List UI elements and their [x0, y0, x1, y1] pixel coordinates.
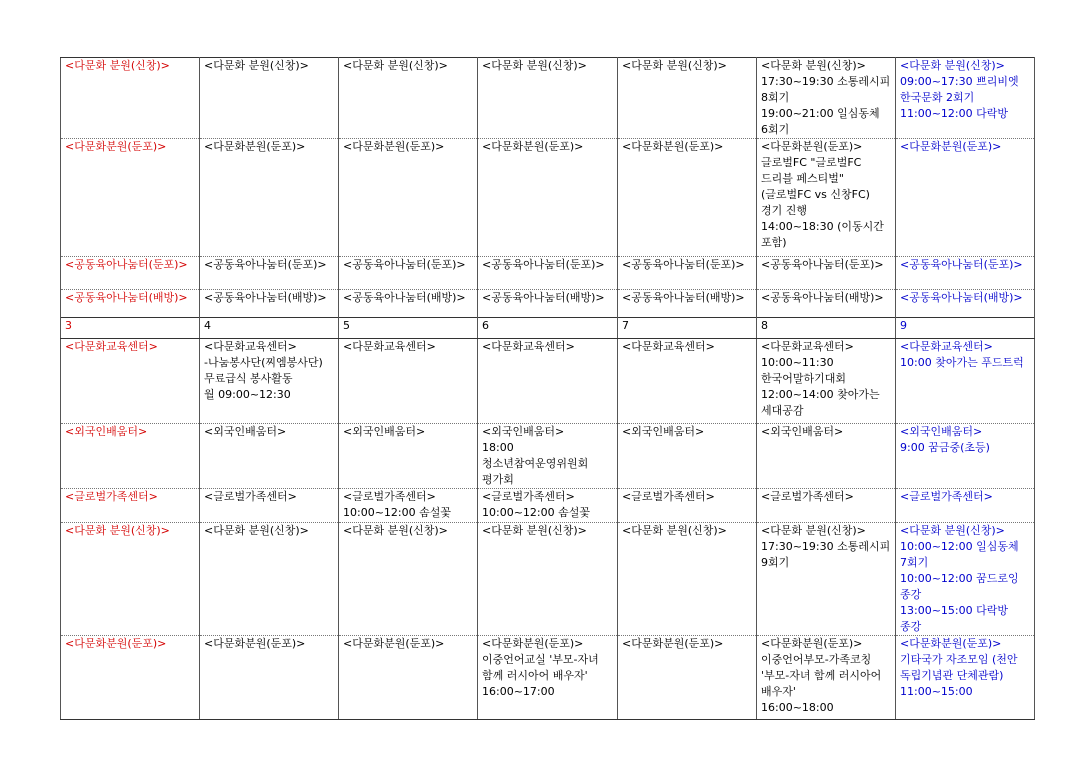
- schedule-cell: <다문화 분원(신창)> 17:30~19:30 소통레시피 8회기 19:00~21:00 일심동체 6회기: [757, 58, 896, 139]
- schedule-cell: <외국인배움터>: [200, 424, 339, 489]
- schedule-cell: <다문화분원(둔포)>: [61, 139, 200, 257]
- schedule-cell: <공동육아나눔터(배방)>: [896, 290, 1035, 318]
- schedule-cell: <다문화 분원(신창)> 10:00~12:00 일심동체 7회기 10:00~12:00 꿈드로잉 종강 13:00~15:00 다락방 종강: [896, 523, 1035, 636]
- schedule-cell: <다문화분원(둔포)>: [339, 636, 478, 720]
- schedule-row: [61, 290, 1035, 318]
- schedule-cell: <공동육아나눔터(둔포)>: [339, 257, 478, 290]
- schedule-cell: <공동육아나눔터(둔포)>: [61, 257, 200, 290]
- schedule-cell: <다문화분원(둔포)>: [339, 139, 478, 257]
- schedule-row: [61, 523, 1035, 636]
- schedule-cell: <다문화분원(둔포)>: [61, 636, 200, 720]
- schedule-cell: <외국인배움터>: [618, 424, 757, 489]
- schedule-cell: <다문화 분원(신창)>: [339, 58, 478, 139]
- schedule-cell: <글로벌가족센터>: [757, 489, 896, 523]
- calendar-body: [61, 58, 1035, 720]
- schedule-cell: <다문화교육센터>: [618, 339, 757, 424]
- day-number-cell: 7: [618, 318, 757, 339]
- schedule-cell: <다문화분원(둔포)>: [200, 636, 339, 720]
- schedule-cell: <다문화 분원(신창)>: [478, 523, 618, 636]
- day-number-cell: 8: [757, 318, 896, 339]
- schedule-cell: <공동육아나눔터(배방)>: [61, 290, 200, 318]
- schedule-cell: <공동육아나눔터(배방)>: [478, 290, 618, 318]
- schedule-cell: <다문화분원(둔포)> 글로벌FC "글로벌FC 드리블 페스티벌" (글로벌FC vs 신창FC) 경기 진행 14:00~18:30 (이동시간 포함): [757, 139, 896, 257]
- schedule-cell: <다문화분원(둔포)>: [200, 139, 339, 257]
- day-number-cell: 9: [896, 318, 1035, 339]
- schedule-cell: <다문화교육센터> 10:00 찾아가는 푸드트럭: [896, 339, 1035, 424]
- schedule-cell: <공동육아나눔터(배방)>: [618, 290, 757, 318]
- schedule-cell: <글로벌가족센터>: [200, 489, 339, 523]
- schedule-cell: <다문화교육센터> -나눔봉사단(찌엠봉사단) 무료급식 봉사활동 월 09:00~12:30: [200, 339, 339, 424]
- schedule-cell: <다문화 분원(신창)>: [339, 523, 478, 636]
- schedule-cell: <다문화 분원(신창)>: [478, 58, 618, 139]
- schedule-row: [61, 58, 1035, 139]
- schedule-row: [61, 636, 1035, 720]
- day-number-cell: 6: [478, 318, 618, 339]
- schedule-row: [61, 257, 1035, 290]
- schedule-cell: <다문화분원(둔포)> 기타국가 자조모임 (천안 독립기념관 단체관람) 11:00~15:00: [896, 636, 1035, 720]
- schedule-cell: <공동육아나눔터(둔포)>: [618, 257, 757, 290]
- schedule-cell: <공동육아나눔터(둔포)>: [200, 257, 339, 290]
- schedule-cell: <다문화교육센터>: [339, 339, 478, 424]
- day-number-cell: 5: [339, 318, 478, 339]
- schedule-cell: <공동육아나눔터(배방)>: [757, 290, 896, 318]
- schedule-cell: <글로벌가족센터>: [896, 489, 1035, 523]
- date-row: [61, 318, 1035, 339]
- schedule-cell: <외국인배움터>: [339, 424, 478, 489]
- schedule-cell: <글로벌가족센터> 10:00~12:00 솜설꽃: [339, 489, 478, 523]
- schedule-cell: <공동육아나눔터(둔포)>: [757, 257, 896, 290]
- schedule-row: [61, 424, 1035, 489]
- schedule-cell: <다문화 분원(신창)>: [200, 523, 339, 636]
- schedule-cell: <다문화분원(둔포)>: [618, 636, 757, 720]
- schedule-cell: <다문화교육센터> 10:00~11:30 한국어말하기대회 12:00~14:00 찾아가는 세대공감: [757, 339, 896, 424]
- schedule-cell: <외국인배움터> 9:00 꿈금중(초등): [896, 424, 1035, 489]
- schedule-cell: <다문화분원(둔포)>: [478, 139, 618, 257]
- schedule-row: [61, 489, 1035, 523]
- schedule-cell: <다문화교육센터>: [478, 339, 618, 424]
- schedule-cell: <다문화 분원(신창)>: [618, 523, 757, 636]
- schedule-cell: <외국인배움터>: [757, 424, 896, 489]
- schedule-cell: <다문화 분원(신창)>: [618, 58, 757, 139]
- schedule-cell: <다문화 분원(신창)>: [61, 58, 200, 139]
- schedule-cell: <다문화 분원(신창)>: [61, 523, 200, 636]
- schedule-cell: <글로벌가족센터>: [618, 489, 757, 523]
- schedule-cell: <외국인배움터>: [61, 424, 200, 489]
- schedule-cell: <공동육아나눔터(배방)>: [339, 290, 478, 318]
- schedule-cell: <다문화분원(둔포)>: [618, 139, 757, 257]
- schedule-cell: <다문화 분원(신창)> 17:30~19:30 소통레시피 9회기: [757, 523, 896, 636]
- schedule-cell: <다문화분원(둔포)> 이중언어교실 '부모-자녀 함께 러시아어 배우자' 16:00~17:00: [478, 636, 618, 720]
- schedule-row: [61, 339, 1035, 424]
- schedule-cell: <다문화교육센터>: [61, 339, 200, 424]
- schedule-cell: <공동육아나눔터(둔포)>: [478, 257, 618, 290]
- schedule-cell: <공동육아나눔터(배방)>: [200, 290, 339, 318]
- schedule-cell: <다문화분원(둔포)>: [896, 139, 1035, 257]
- schedule-cell: <다문화분원(둔포)> 이중언어부모-가족코칭 '부모-자녀 함께 러시아어 배우자' 16:00~18:00: [757, 636, 896, 720]
- schedule-cell: <글로벌가족센터>: [61, 489, 200, 523]
- day-number-cell: 4: [200, 318, 339, 339]
- schedule-cell: <외국인배움터> 18:00 청소년참여운영위원회 평가회: [478, 424, 618, 489]
- day-number-cell: 3: [61, 318, 200, 339]
- schedule-cell: <다문화 분원(신창)>: [200, 58, 339, 139]
- weekly-calendar-table: [60, 57, 1035, 720]
- schedule-cell: <다문화 분원(신창)> 09:00~17:30 쁘리비엣 한국문화 2회기 11:00~12:00 다락방: [896, 58, 1035, 139]
- schedule-cell: <공동육아나눔터(둔포)>: [896, 257, 1035, 290]
- schedule-row: [61, 139, 1035, 257]
- schedule-cell: <글로벌가족센터> 10:00~12:00 솜설꽃: [478, 489, 618, 523]
